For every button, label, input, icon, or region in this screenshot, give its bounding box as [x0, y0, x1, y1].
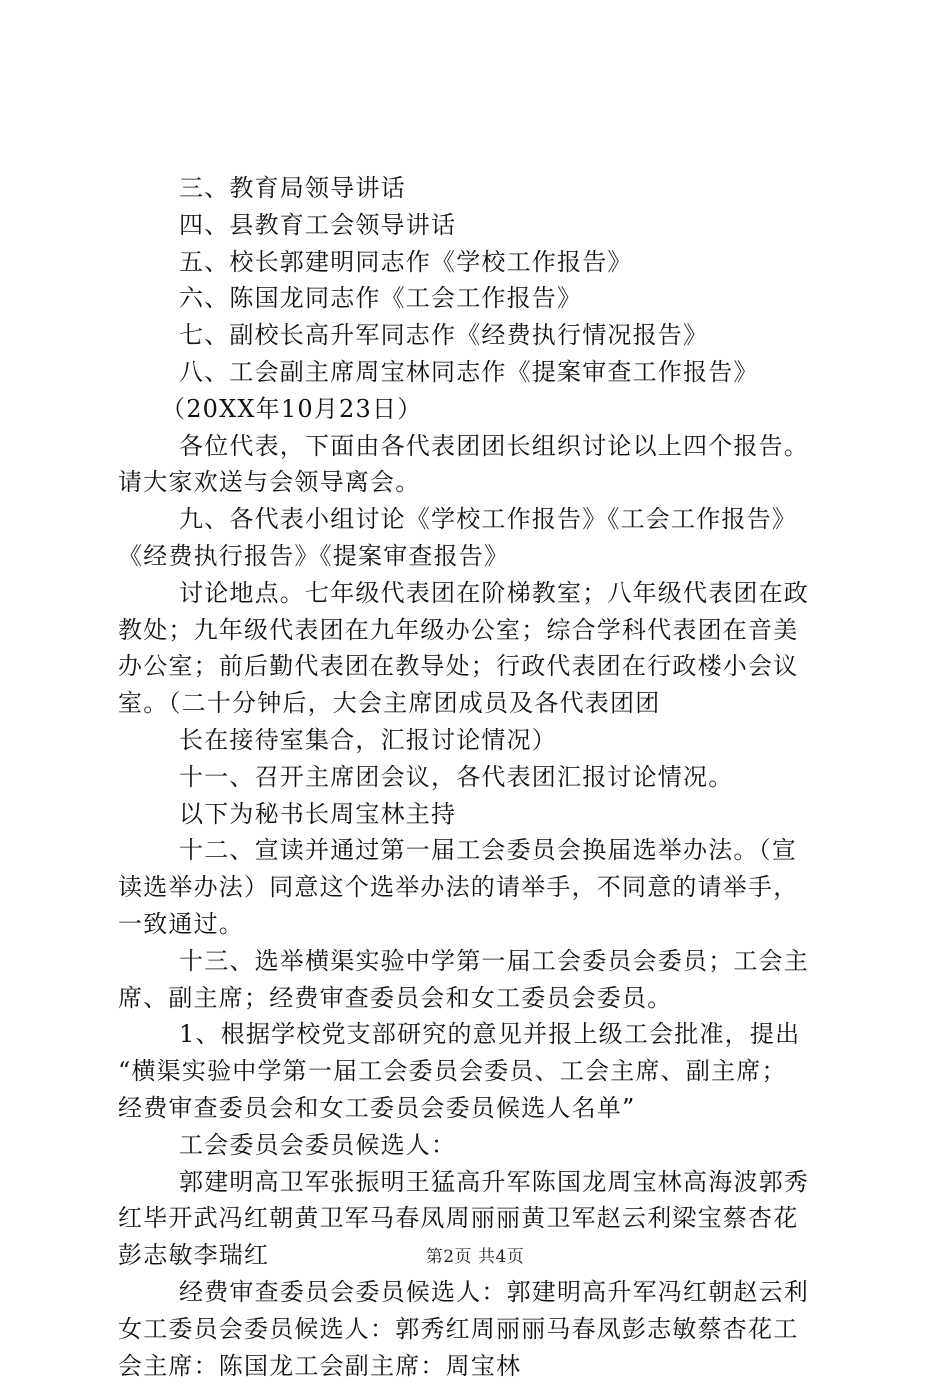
text-line: 经费审查委员会和女工委员会委员候选人名单” [118, 1090, 838, 1127]
text-line: 十三、选举横渠实验中学第一届工会委员会委员；工会主 [118, 943, 838, 980]
text-line: 会主席：陈国龙工会副主席：周宝林 [118, 1348, 838, 1384]
text-line: 工会委员会委员候选人： [118, 1127, 838, 1164]
text-line: 经费审查委员会委员候选人：郭建明高升军冯红朝赵云利 [118, 1274, 838, 1311]
text-line: 室。（二十分钟后，大会主席团成员及各代表团团 [118, 685, 838, 722]
text-line: 各位代表，下面由各代表团团长组织讨论以上四个报告。 [118, 428, 838, 465]
text-line: 请大家欢送与会领导离会。 [118, 464, 838, 501]
text-line: 办公室；前后勤代表团在教导处；行政代表团在行政楼小会议 [118, 648, 838, 685]
text-line: 以下为秘书长周宝林主持 [118, 796, 838, 833]
text-line: 席、副主席；经费审查委员会和女工委员会委员。 [118, 980, 838, 1017]
text-line: 《经费执行报告》《提案审查报告》 [118, 538, 838, 575]
text-line: 长在接待室集合，汇报讨论情况） [118, 722, 838, 759]
text-line: 五、校长郭建明同志作《学校工作报告》 [118, 244, 838, 281]
text-line: 八、工会副主席周宝林同志作《提案审查工作报告》 [118, 354, 838, 391]
text-line: “横渠实验中学第一届工会委员会委员、工会主席、副主席； [118, 1053, 838, 1090]
text-line: 教处；九年级代表团在九年级办公室；综合学科代表团在音美 [118, 612, 838, 649]
text-line: 三、教育局领导讲话 [118, 170, 838, 207]
text-line: 1、根据学校党支部研究的意见并报上级工会批准，提出 [118, 1016, 838, 1053]
page-footer: 第2页 共4页 [0, 1242, 950, 1267]
document-body [118, 170, 838, 1384]
text-line: 十二、宣读并通过第一届工会委员会换届选举办法。（宣 [118, 832, 838, 869]
text-line: 郭建明高卫军张振明王猛高升军陈国龙周宝林高海波郭秀 [118, 1164, 838, 1201]
text-line: 十一、召开主席团会议，各代表团汇报讨论情况。 [118, 759, 838, 796]
text-line: 六、陈国龙同志作《工会工作报告》 [118, 280, 838, 317]
text-line: 彭志敏李瑞红 [118, 1237, 838, 1274]
text-line: 九、各代表小组讨论《学校工作报告》《工会工作报告》 [118, 501, 838, 538]
text-line: 女工委员会委员候选人：郭秀红周丽丽马春凤彭志敏蔡杏花工 [118, 1311, 838, 1348]
text-line: 七、副校长高升军同志作《经费执行情况报告》 [118, 317, 838, 354]
text-line: （20XX年10月23日） [118, 391, 838, 428]
text-line: 讨论地点。七年级代表团在阶梯教室；八年级代表团在政 [118, 575, 838, 612]
text-line: 读选举办法）同意这个选举办法的请举手，不同意的请举手， [118, 869, 838, 906]
text-line: 四、县教育工会领导讲话 [118, 207, 838, 244]
text-line: 红毕开武冯红朝黄卫军马春凤周丽丽黄卫军赵云利梁宝蔡杏花 [118, 1200, 838, 1237]
text-line: 一致通过。 [118, 906, 838, 943]
